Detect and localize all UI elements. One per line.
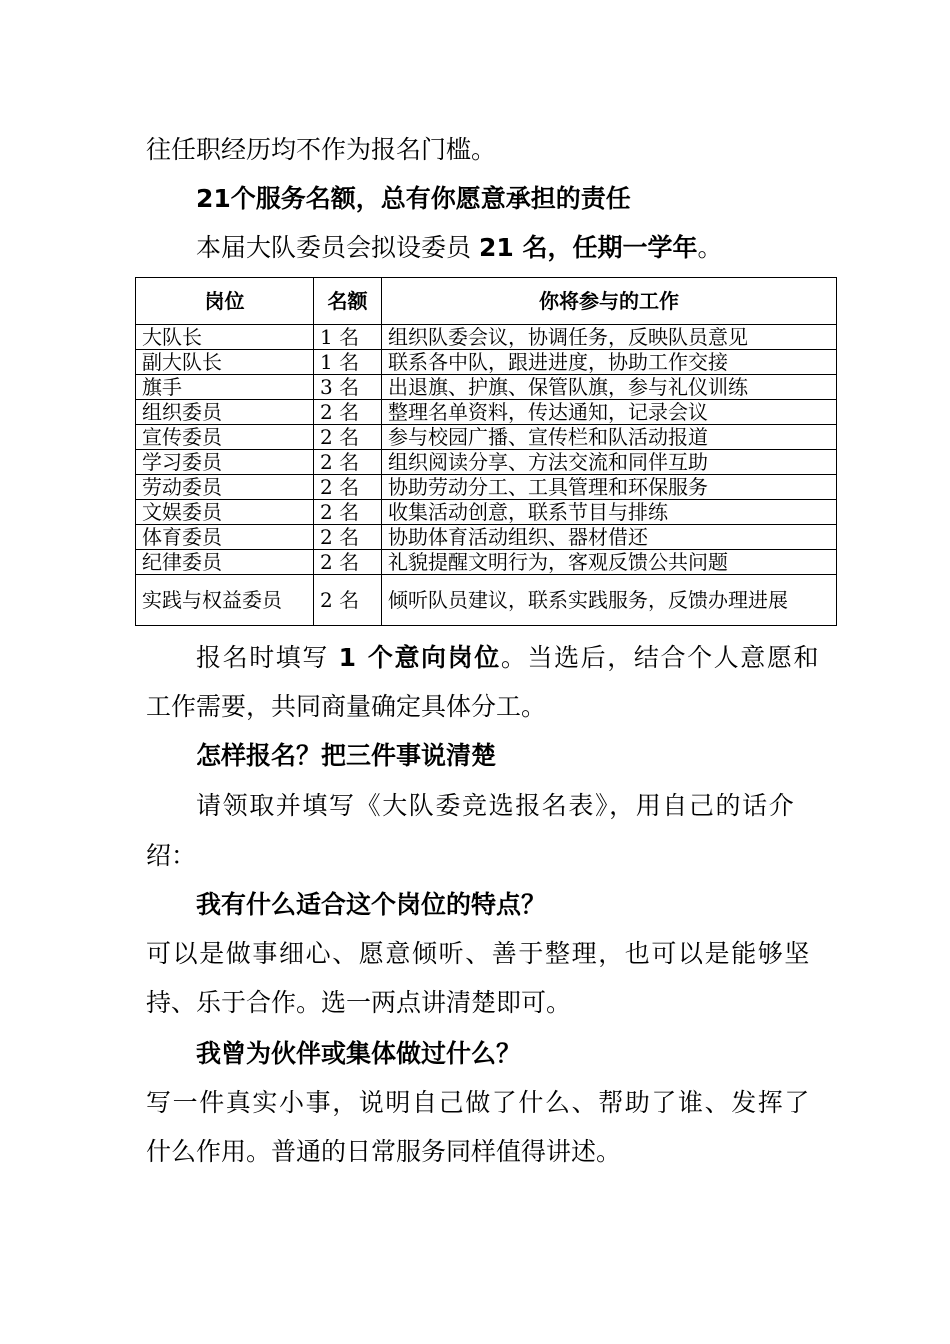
cell-role: 副大队长 <box>136 350 314 375</box>
question-service: 我曾为伙伴或集体做过什么？ <box>196 1039 522 1068</box>
cell-quota: 2 名 <box>314 425 382 450</box>
cell-role: 实践与权益委员 <box>136 575 314 626</box>
cell-quota: 1 名 <box>314 325 382 350</box>
cell-work: 礼貌提醒文明行为，客观反馈公共问题 <box>382 550 837 575</box>
table-row <box>136 500 837 525</box>
cell-quota: 2 名 <box>314 525 382 550</box>
answer-service-line1: 写一件真实小事，说明自己做了什么、帮助了谁、发挥了 <box>146 1088 812 1117</box>
header-duties: 你将参与的工作 <box>382 278 837 325</box>
table-row <box>136 575 837 626</box>
cell-work: 协助劳动分工、工具管理和环保服务 <box>382 475 837 500</box>
committee-lead-text: 本届大队委员会拟设委员 <box>196 233 479 262</box>
cell-quota: 2 名 <box>314 500 382 525</box>
paragraph-apply-line2: 工作需要，共同商量确定具体分工。 <box>146 692 547 721</box>
cell-work: 组织阅读分享、方法交流和同伴互助 <box>382 450 837 475</box>
apply-emphasis-text: 1 个意向岗位 <box>338 643 501 672</box>
paragraph-apply-line1 <box>196 642 820 674</box>
paragraph-continuation: 往任职经历均不作为报名门槛。 <box>146 135 497 164</box>
cell-role: 宣传委员 <box>136 425 314 450</box>
cell-work: 出退旗、护旗、保管队旗，参与礼仪训练 <box>382 375 837 400</box>
cell-role: 旗手 <box>136 375 314 400</box>
question-traits: 我有什么适合这个岗位的特点？ <box>196 890 547 919</box>
apply-lead-text: 报名时填写 <box>196 643 339 672</box>
cell-work: 联系各中队，跟进进度，协助工作交接 <box>382 350 837 375</box>
section-heading-quota: 21个服务名额，总有你愿意承担的责任 <box>196 184 631 213</box>
table-header-row <box>136 278 837 325</box>
table-row <box>136 350 837 375</box>
cell-role: 劳动委员 <box>136 475 314 500</box>
table-row <box>136 400 837 425</box>
cell-work: 参与校园广播、宣传栏和队活动报道 <box>382 425 837 450</box>
cell-work: 整理名单资料，传达通知，记录会议 <box>382 400 837 425</box>
cell-work: 倾听队员建议，联系实践服务，反馈办理进展 <box>382 575 837 626</box>
table-row <box>136 375 837 400</box>
table-row <box>136 475 837 500</box>
cell-quota: 2 名 <box>314 475 382 500</box>
answer-traits-line1: 可以是做事细心、愿意倾听、善于整理，也可以是能够坚 <box>146 939 812 968</box>
paragraph-committee-size <box>196 232 722 264</box>
apply-tail-text: 。当选后，结合个人意愿和 <box>500 643 821 672</box>
cell-role: 纪律委员 <box>136 550 314 575</box>
header-quota: 名额 <box>314 278 382 325</box>
cell-quota: 3 名 <box>314 375 382 400</box>
answer-service-line2: 什么作用。普通的日常服务同样值得讲述。 <box>146 1137 622 1166</box>
cell-work: 组织队委会议，协调任务，反映队员意见 <box>382 325 837 350</box>
positions-table <box>135 277 837 626</box>
committee-tail-text: 。 <box>697 233 723 262</box>
committee-emphasis-text: 21 名，任期一学年 <box>478 233 698 262</box>
cell-work: 协助体育活动组织、器材借还 <box>382 525 837 550</box>
cell-quota: 1 名 <box>314 350 382 375</box>
table-row <box>136 450 837 475</box>
cell-role: 文娱委员 <box>136 500 314 525</box>
paragraph-form-line1: 请领取并填写《大队委竞选报名表》，用自己的话介 <box>196 791 796 820</box>
cell-role: 体育委员 <box>136 525 314 550</box>
header-position: 岗位 <box>136 278 314 325</box>
cell-quota: 2 名 <box>314 400 382 425</box>
table-row <box>136 525 837 550</box>
cell-role: 学习委员 <box>136 450 314 475</box>
cell-quota: 2 名 <box>314 575 382 626</box>
table-row <box>136 550 837 575</box>
section-heading-how-to-apply: 怎样报名？把三件事说清楚 <box>196 741 497 770</box>
paragraph-form-line2: 绍： <box>146 841 197 870</box>
cell-work: 收集活动创意，联系节目与排练 <box>382 500 837 525</box>
answer-traits-line2: 持、乐于合作。选一两点讲清楚即可。 <box>146 988 572 1017</box>
cell-quota: 2 名 <box>314 450 382 475</box>
table-row <box>136 325 837 350</box>
table-row <box>136 425 837 450</box>
cell-role: 大队长 <box>136 325 314 350</box>
cell-quota: 2 名 <box>314 550 382 575</box>
cell-role: 组织委员 <box>136 400 314 425</box>
